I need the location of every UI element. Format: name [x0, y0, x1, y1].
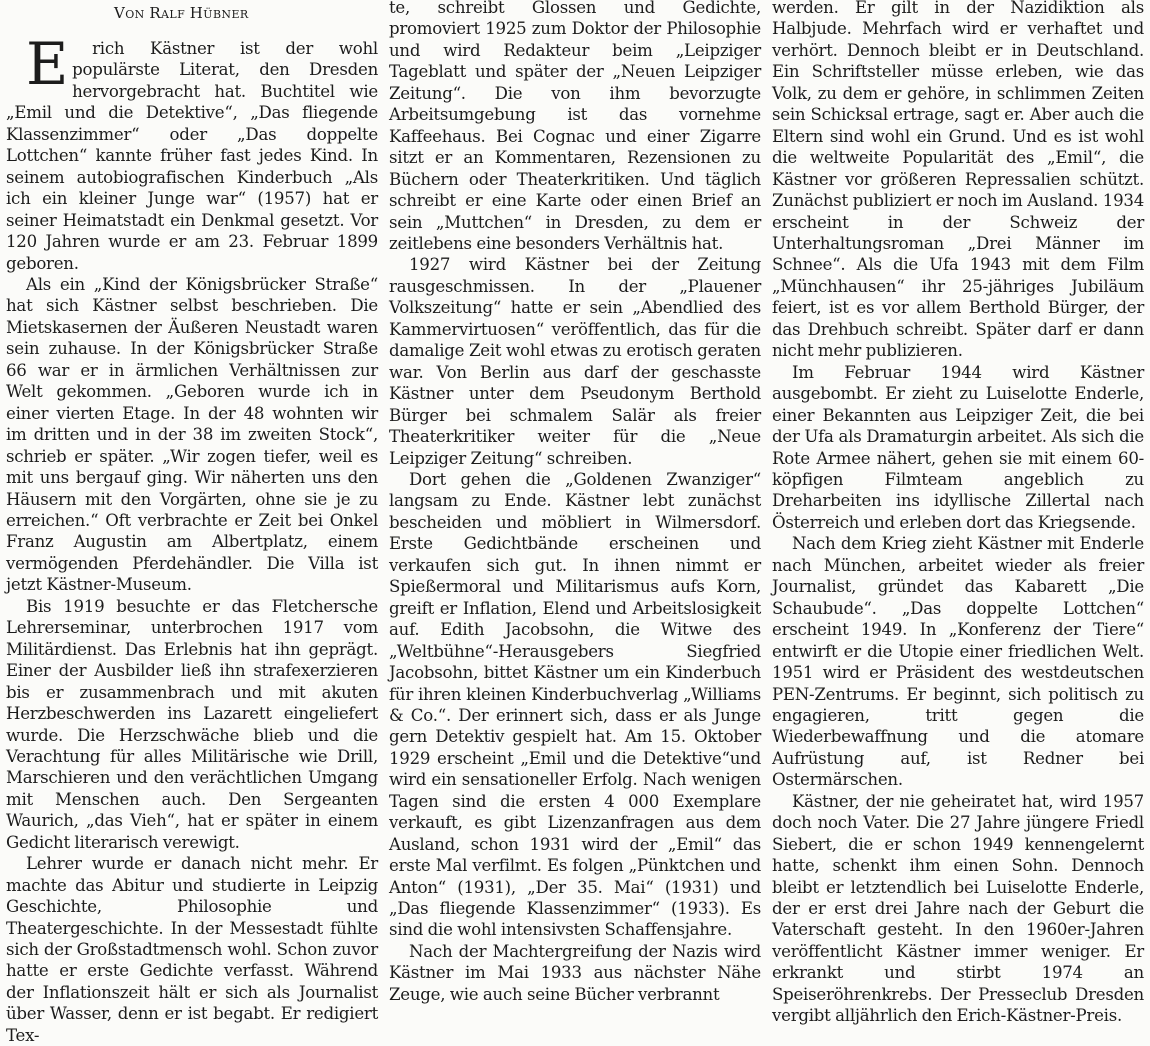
lead-paragraph-text: rich Kästner ist der wohl populärste Literat, den Dresden hervorgebracht hat. Buchtitel wie „Emil und die Detektive“, „Das fliegende Klassenzimmer“ oder „Das doppelte Lottchen“ kannte früher fast jedes Kind. In seinem autobiografischen Kinderbuch „Als ich ein kleiner Junge war“ (1957) hat er seiner Heimatstadt ein Denkmal gesetzt. Vor 120 Jahren wurde er am 23. Februar 1899 geboren. — [6, 39, 378, 273]
lead-paragraph — [6, 30, 378, 274]
paragraph: Nach der Machtergreifung der Nazis wird Kästner im Mai 1933 aus nächster Nähe Zeuge, wie auch seine Bücher verbrannt — [389, 941, 761, 1004]
drop-cap: E — [26, 30, 69, 98]
article-columns — [6, 0, 1144, 1045]
byline: Von Ralf Hübner — [114, 4, 249, 22]
article-column-2 — [389, 0, 761, 1004]
paragraph: Dort gehen die „Goldenen Zwanziger“ langsam zu Ende. Kästner lebt zunächst bescheiden und möbliert in Wilmersdorf. Erste Gedichtbände erscheinen und verkaufen sich gut. In ihnen nimmt er Spießermoral und Militarismus aufs Korn, greift er Inflation, Elend und Arbeitslosigkeit auf. Edith Jacobsohn, die Witwe des „Weltbühne“-Herausgebers Siegfried Jacobsohn, bittet Kästner um ein Kinderbuch für ihren kleinen Kinderbuchverlag „Williams & Co.“. Der erinnert sich, dass er als Junge gern Detektiv gespielt hat. Am 15. Oktober 1929 erscheint „Emil und die Detektive“und wird ein sensationeller Erfolg. Nach wenigen Tagen sind die ersten 4 000 Exemplare verkauft, es gibt Lizenzanfragen aus dem Ausland, schon 1931 wird der „Emil“ das erste Mal verfilmt. Es folgen „Pünktchen und Anton“ (1931), „Der 35. Mai“ (1931) und „Das fliegende Klassenzimmer“ (1933). Es sind die wohl intensivsten Schaffensjahre. — [389, 469, 761, 940]
paragraph: Kästner, der nie geheiratet hat, wird 1957 doch noch Vater. Die 27 Jahre jüngere Friedl Siebert, die er schon 1949 kennengelernt hatte, schenkt ihm einen Sohn. Dennoch bleibt er letztendlich bei Luiselotte Enderle, der er erst drei Jahre nach der Geburt die Vaterschaft gesteht. In den 1960er-Jahren veröffentlicht Kästner immer weniger. Er erkrankt und stirbt 1974 an Speiseröhrenkrebs. Der Presseclub Dresden vergibt alljährlich den Erich-Kästner-Preis. — [772, 791, 1144, 1026]
paragraph: Als ein „Kind der Königsbrücker Straße“ hat sich Kästner selbst beschrieben. Die Mietskasernen der Äußeren Neustadt waren sein zuhause. In der Königsbrücker Straße 66 war er in ärmlichen Verhältnissen zur Welt gekommen. „Geboren wurde ich in einer vierten Etage. In der 48 wohnten wir im dritten und in der 38 im zweiten Stock“, schrieb er später. „Wir zogen tiefer, weil es mit uns bergauf ging. Wir näherten uns den Häusern mit den Vorgärten, ohne sie je zu erreichen.“ Oft verbrachte er Zeit bei Onkel Franz Augustin am Albertplatz, einem vermögenden Pferdehändler. Die Villa ist jetzt Kästner-Museum. — [6, 274, 378, 595]
paragraph: Im Februar 1944 wird Kästner ausgebombt. Er zieht zu Luiselotte Enderle, einer Bekannten aus Leipziger Zeit, die bei der Ufa als Dramaturgin arbeitet. Als sich die Rote Armee nähert, gehen sie mit einem 60-köpfigen Filmteam angeblich zu Dreharbeiten ins idyllische Zillertal nach Österreich und erleben dort das Kriegsende. — [772, 362, 1144, 532]
paragraph-continued: te, schreibt Glossen und Gedichte, promoviert 1925 zum Doktor der Philosophie und wird Redakteur beim „Leipziger Tageblatt und später der „Neuen Leipziger Zeitung“. Die von ihm bevorzugte Arbeitsumgebung ist das vornehme Kaffeehaus. Bei Cognac und einer Zigarre sitzt er an Kommentaren, Rezensionen zu Büchern oder Theaterkritiken. Und täglich schreibt er eine Karte oder einen Brief an sein „Muttchen“ in Dresden, zu dem er zeitlebens eine besonders Verhältnis hat. — [389, 0, 761, 253]
article-column-1 — [6, 0, 378, 1045]
article-column-3 — [772, 0, 1144, 1026]
paragraph: Lehrer wurde er danach nicht mehr. Er machte das Abitur und studierte in Leipzig Geschichte, Philosophie und Theatergeschichte. In der Messestadt fühlte sich der Großstadtmensch wohl. Schon zuvor hatte er erste Gedichte verfasst. Während der Inflationszeit hält er sich als Journalist über Wasser, denn er ist begabt. Er redigiert Tex- — [6, 854, 378, 1045]
paragraph-continued: werden. Er gilt in der Nazidiktion als Halbjude. Mehrfach wird er verhaftet und verhört. Dennoch bleibt er in Deutschland. Ein Schriftsteller müsse erleben, wie das Volk, zu dem er gehöre, in schlimmen Zeiten sein Schicksal ertrage, sagt er. Aber auch die Eltern sind wohl ein Grund. Und es ist wohl die weltweite Popularität des „Emil“, die Kästner vor größeren Repressalien schützt. Zunächst publiziert er noch im Ausland. 1934 erscheint in der Schweiz der Unterhaltungsroman „Drei Männer im Schnee“. Als die Ufa 1943 mit dem Film „Münchhausen“ ihr 25-jähriges Jubiläum feiert, ist es vor allem Berthold Bürger, der das Drehbuch schreibt. Später darf er dann nicht mehr publizieren. — [772, 0, 1144, 361]
paragraph: 1927 wird Kästner bei der Zeitung rausgeschmissen. In der „Plauener Volkszeitung“ hatte er sein „Abendlied des Kammervirtuosen“ veröffentlich, das für die damalige Zeit wohl etwas zu erotisch geraten war. Von Berlin aus darf der geschasste Kästner unter dem Pseudonym Berthold Bürger bei schmalem Salär als freier Theaterkritiker weiter für die „Neue Leipziger Zeitung“ schreiben. — [389, 255, 761, 468]
paragraph: Bis 1919 besuchte er das Fletchersche Lehrerseminar, unterbrochen 1917 vom Militärdienst. Das Erlebnis hat ihn geprägt. Einer der Ausbilder ließ ihn strafexerzieren bis er zusammenbrach und mit akuten Herzbeschwerden ins Lazarett eingeliefert wurde. Die Herzschwäche blieb und die Verachtung für alles Militärische wie Drill, Marschieren und den verächtlichen Umgang mit Menschen auch. Den Sergeanten Waurich, „das Vieh“, hat er später in einem Gedicht literarisch verewigt. — [6, 596, 378, 852]
paragraph: Nach dem Krieg zieht Kästner mit Enderle nach München, arbeitet wieder als freier Journalist, gründet das Kabarett „Die Schaubude“. „Das doppelte Lottchen“ erscheint 1949. In „Konferenz der Tiere“ entwirft er die Utopie einer friedlichen Welt. 1951 wird er Präsident des westdeutschen PEN-Zentrums. Er beginnt, sich politisch zu engagieren, tritt gegen die Wiederbewaffnung und die atomare Aufrüstung auf, ist Redner bei Ostermärschen. — [772, 534, 1144, 790]
